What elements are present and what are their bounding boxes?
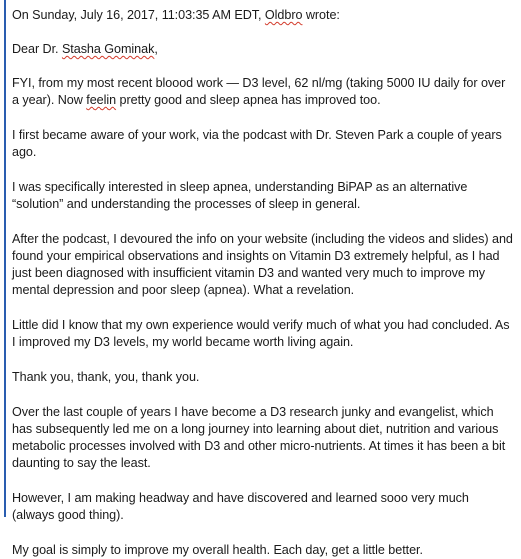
paragraph-headway: However, I am making headway and have discovered and learned sooo very much (always good thing). [12,491,469,522]
greeting [12,41,513,58]
greeting-prefix: Dear Dr. [12,42,62,56]
paragraph-research: Over the last couple of years I have become a D3 research junky and evangelist, which has subsequently led me on a long journey into learning about diet, nutrition and various metabolic processes involved with D3 and other micro-nutrients. At times it has been a bit daunting to say the least. [12,405,506,470]
paragraph-blood-work-a: FYI, from my most recent bloood work — D3 level, 62 nl/mg (taking 5000 IU daily for over a year). Now [12,76,506,107]
sender-name: Oldbro [264,8,303,22]
paragraph-goal: My goal is simply to improve my overall health. Each day, get a little better. [12,543,423,557]
reply-header [12,7,513,24]
paragraph-blood-work [12,75,513,109]
reply-header-prefix: On Sunday, July 16, 2017, 11:03:35 AM EDT, [12,8,265,22]
paragraph-website: After the podcast, I devoured the info on your website (including the videos and slides) and found your empirical observations and insights on Vitamin D3 extremely helpful, as I had just been diagnosed with insufficient vitamin D3 and wanted very much to improve my mental depression and poor sleep (apnea). What a revelation. [12,232,513,297]
paragraph-sleep-apnea: I was specifically interested in sleep apnea, understanding BiPAP as an alternative “solution” and understanding the processes of sleep in general. [12,180,468,211]
paragraph-thanks: Thank you, thank, you, thank you. [12,370,200,384]
message-body [12,7,513,559]
paragraph-podcast: I first became aware of your work, via the podcast with Dr. Steven Park a couple of years ago. [12,128,502,159]
quote-bar [4,0,6,517]
greeting-suffix: , [154,42,158,56]
recipient-name: Stasha Gominak [61,42,155,56]
paragraph-blood-work-b: pretty good and sleep apnea has improved too. [116,93,381,107]
misspelled-word: feelin [86,93,117,107]
paragraph-experience: Little did I know that my own experience would verify much of what you had concluded. As I improved my D3 levels, my world became worth living again. [12,318,510,349]
reply-header-suffix: wrote: [302,8,340,22]
